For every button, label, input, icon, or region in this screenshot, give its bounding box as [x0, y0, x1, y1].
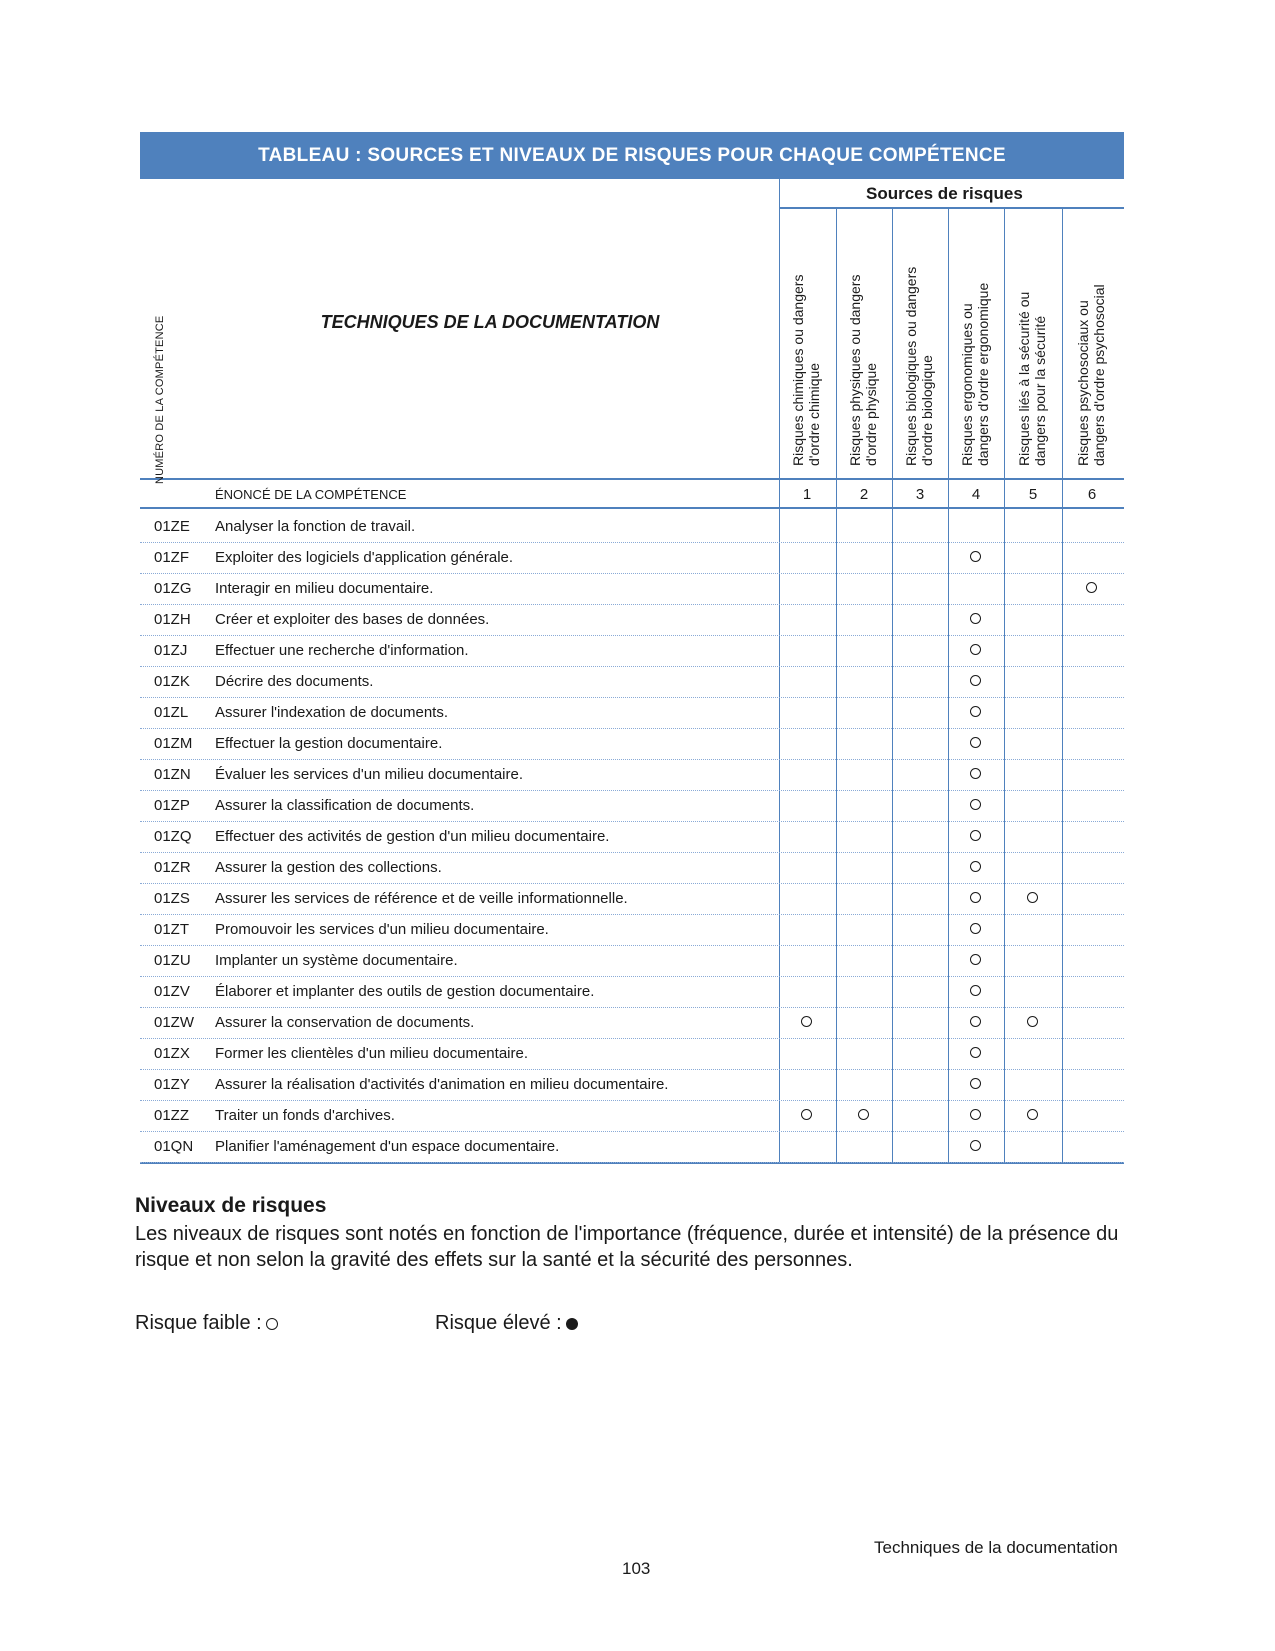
competence-code: 01ZS	[154, 890, 190, 907]
risk-column-line2: d'ordre biologique	[919, 355, 935, 466]
risk-column-line1: Risques biologiques ou dangers	[903, 266, 919, 466]
competence-code: 01ZV	[154, 983, 190, 1000]
table-row	[140, 914, 1124, 946]
competence-label: Former les clientèles d'un milieu documentaire.	[215, 1045, 529, 1062]
competence-code: 01ZP	[154, 797, 190, 814]
low-risk-icon	[801, 1016, 812, 1027]
competence-label: Assurer la gestion des collections.	[215, 859, 442, 876]
risk-column-label-5	[1016, 292, 1048, 466]
competence-code: 01ZJ	[154, 642, 188, 659]
risk-column-line1: Risques physiques ou dangers	[847, 274, 863, 466]
low-risk-icon	[970, 706, 981, 717]
table-row	[140, 666, 1124, 698]
table-row	[140, 1131, 1124, 1163]
competence-label: Promouvoir les services d'un milieu documentaire.	[215, 921, 549, 938]
risk-column-line2: dangers d'ordre ergonomique	[975, 282, 991, 466]
competence-code: 01ZG	[154, 580, 192, 597]
low-risk-icon	[970, 768, 981, 779]
enonce-header: ÉNONCÉ DE LA COMPÉTENCE	[215, 487, 407, 502]
competence-label: Effectuer une recherche d'information.	[215, 642, 469, 659]
low-risk-icon	[970, 644, 981, 655]
table-row	[140, 1069, 1124, 1101]
competence-code: 01ZT	[154, 921, 190, 938]
legend-low	[135, 1312, 278, 1335]
legend-high-label: Risque élevé :	[435, 1312, 562, 1334]
risk-column-number: 6	[1087, 486, 1097, 503]
competence-label: Implanter un système documentaire.	[215, 952, 458, 969]
risk-column-label-1	[790, 275, 822, 466]
competence-label: Décrire des documents.	[215, 673, 374, 690]
risk-column-number: 5	[1028, 486, 1038, 503]
low-risk-icon	[970, 1047, 981, 1058]
filled-circle-icon	[566, 1318, 578, 1330]
competence-label: Planifier l'aménagement d'un espace documentaire.	[215, 1138, 560, 1155]
risk-column-line2: dangers pour la sécurité	[1032, 315, 1048, 466]
risk-column-label-6	[1075, 284, 1107, 466]
open-circle-icon	[266, 1318, 278, 1330]
risk-column-number: 2	[859, 486, 869, 503]
competence-code: 01ZY	[154, 1076, 190, 1093]
table-row	[140, 573, 1124, 605]
legend-low-label: Risque faible :	[135, 1312, 262, 1334]
competence-code: 01QN	[154, 1138, 194, 1155]
low-risk-icon	[1027, 892, 1038, 903]
low-risk-icon	[970, 1016, 981, 1027]
risk-column-label-4	[959, 283, 991, 466]
competence-label: Effectuer des activités de gestion d'un milieu documentaire.	[215, 828, 610, 845]
competence-label: Interagir en milieu documentaire.	[215, 580, 434, 597]
risk-column-number: 4	[971, 486, 981, 503]
risk-column-number: 1	[802, 486, 812, 503]
competence-code: 01ZZ	[154, 1107, 190, 1124]
low-risk-icon	[970, 923, 981, 934]
risk-column-line2: dangers d'ordre psychosocial	[1091, 284, 1107, 466]
competence-code: 01ZW	[154, 1014, 195, 1031]
numero-header: NUMÉRO DE LA COMPÉTENCE	[154, 315, 166, 484]
low-risk-icon	[1086, 582, 1097, 593]
table-row	[140, 883, 1124, 915]
risk-column-label-3	[903, 267, 935, 466]
table-banner: TABLEAU : SOURCES ET NIVEAUX DE RISQUES POUR CHAQUE COMPÉTENCE	[140, 132, 1124, 179]
competence-code: 01ZF	[154, 549, 190, 566]
table-row	[140, 697, 1124, 729]
low-risk-icon	[970, 1109, 981, 1120]
risk-column-line1: Risques psychosociaux ou	[1075, 300, 1091, 466]
table-row	[140, 945, 1124, 977]
table-row	[140, 852, 1124, 884]
low-risk-icon	[970, 1078, 981, 1089]
document-title: TECHNIQUES DE LA DOCUMENTATION	[320, 312, 660, 332]
low-risk-icon	[970, 737, 981, 748]
table-row	[140, 790, 1124, 822]
low-risk-icon	[970, 675, 981, 686]
header-separator-bottom	[140, 507, 1124, 509]
table-row	[140, 511, 1124, 543]
low-risk-icon	[1027, 1109, 1038, 1120]
risk-column-number: 3	[915, 486, 925, 503]
competence-code: 01ZE	[154, 518, 190, 535]
table-row	[140, 976, 1124, 1008]
low-risk-icon	[1027, 1016, 1038, 1027]
competence-label: Élaborer et implanter des outils de gestion documentaire.	[215, 983, 595, 1000]
low-risk-icon	[801, 1109, 812, 1120]
competence-label: Exploiter des logiciels d'application générale.	[215, 549, 514, 566]
niveaux-text: Les niveaux de risques sont notés en fonction de l'importance (fréquence, durée et intensité) de la présence du risque et non selon la gravité des effets sur la santé et la sécurité des personnes.	[135, 1223, 1119, 1271]
low-risk-icon	[970, 1140, 981, 1151]
risk-column-line2: d'ordre chimique	[806, 362, 822, 466]
risk-column-line1: Risques chimiques ou dangers	[790, 274, 806, 466]
competence-code: 01ZH	[154, 611, 191, 628]
legend-high	[435, 1312, 578, 1335]
low-risk-icon	[858, 1109, 869, 1120]
table-row	[140, 542, 1124, 574]
competence-label: Assurer la réalisation d'activités d'animation en milieu documentaire.	[215, 1076, 669, 1093]
competence-label: Assurer les services de référence et de veille informationnelle.	[215, 890, 628, 907]
competence-label: Créer et exploiter des bases de données.	[215, 611, 490, 628]
risk-column-line2: d'ordre physique	[863, 362, 879, 466]
competence-label: Traiter un fonds d'archives.	[215, 1107, 395, 1124]
table-row	[140, 1100, 1124, 1132]
risk-column-label-2	[847, 275, 879, 466]
sources-underline	[779, 207, 1124, 209]
table-row	[140, 604, 1124, 636]
table-row	[140, 635, 1124, 667]
competence-code: 01ZL	[154, 704, 189, 721]
page-number: 103	[622, 1559, 651, 1578]
table-row	[140, 1007, 1124, 1039]
low-risk-icon	[970, 954, 981, 965]
risk-column-line1: Risques ergonomiques ou	[959, 303, 975, 466]
low-risk-icon	[970, 985, 981, 996]
competence-code: 01ZQ	[154, 828, 192, 845]
table-row	[140, 728, 1124, 760]
low-risk-icon	[970, 861, 981, 872]
table-row	[140, 759, 1124, 791]
table-row	[140, 821, 1124, 853]
competence-label: Assurer l'indexation de documents.	[215, 704, 448, 721]
competence-code: 01ZK	[154, 673, 190, 690]
competence-label: Analyser la fonction de travail.	[215, 518, 416, 535]
low-risk-icon	[970, 830, 981, 841]
competence-code: 01ZM	[154, 735, 193, 752]
sources-title: Sources de risques	[866, 184, 1023, 203]
low-risk-icon	[970, 799, 981, 810]
competence-label: Assurer la conservation de documents.	[215, 1014, 475, 1031]
competence-label: Effectuer la gestion documentaire.	[215, 735, 443, 752]
competence-code: 01ZR	[154, 859, 191, 876]
low-risk-icon	[970, 892, 981, 903]
header-separator-top	[140, 478, 1124, 480]
low-risk-icon	[970, 613, 981, 624]
risk-column-line1: Risques liés à la sécurité ou	[1016, 291, 1032, 466]
competence-code: 01ZU	[154, 952, 191, 969]
low-risk-icon	[970, 551, 981, 562]
competence-code: 01ZX	[154, 1045, 190, 1062]
niveaux-title: Niveaux de risques	[135, 1194, 327, 1217]
competence-label: Évaluer les services d'un milieu documentaire.	[215, 766, 524, 783]
competence-code: 01ZN	[154, 766, 191, 783]
table-row	[140, 1038, 1124, 1070]
competence-label: Assurer la classification de documents.	[215, 797, 475, 814]
footer-title: Techniques de la documentation	[874, 1538, 1118, 1557]
